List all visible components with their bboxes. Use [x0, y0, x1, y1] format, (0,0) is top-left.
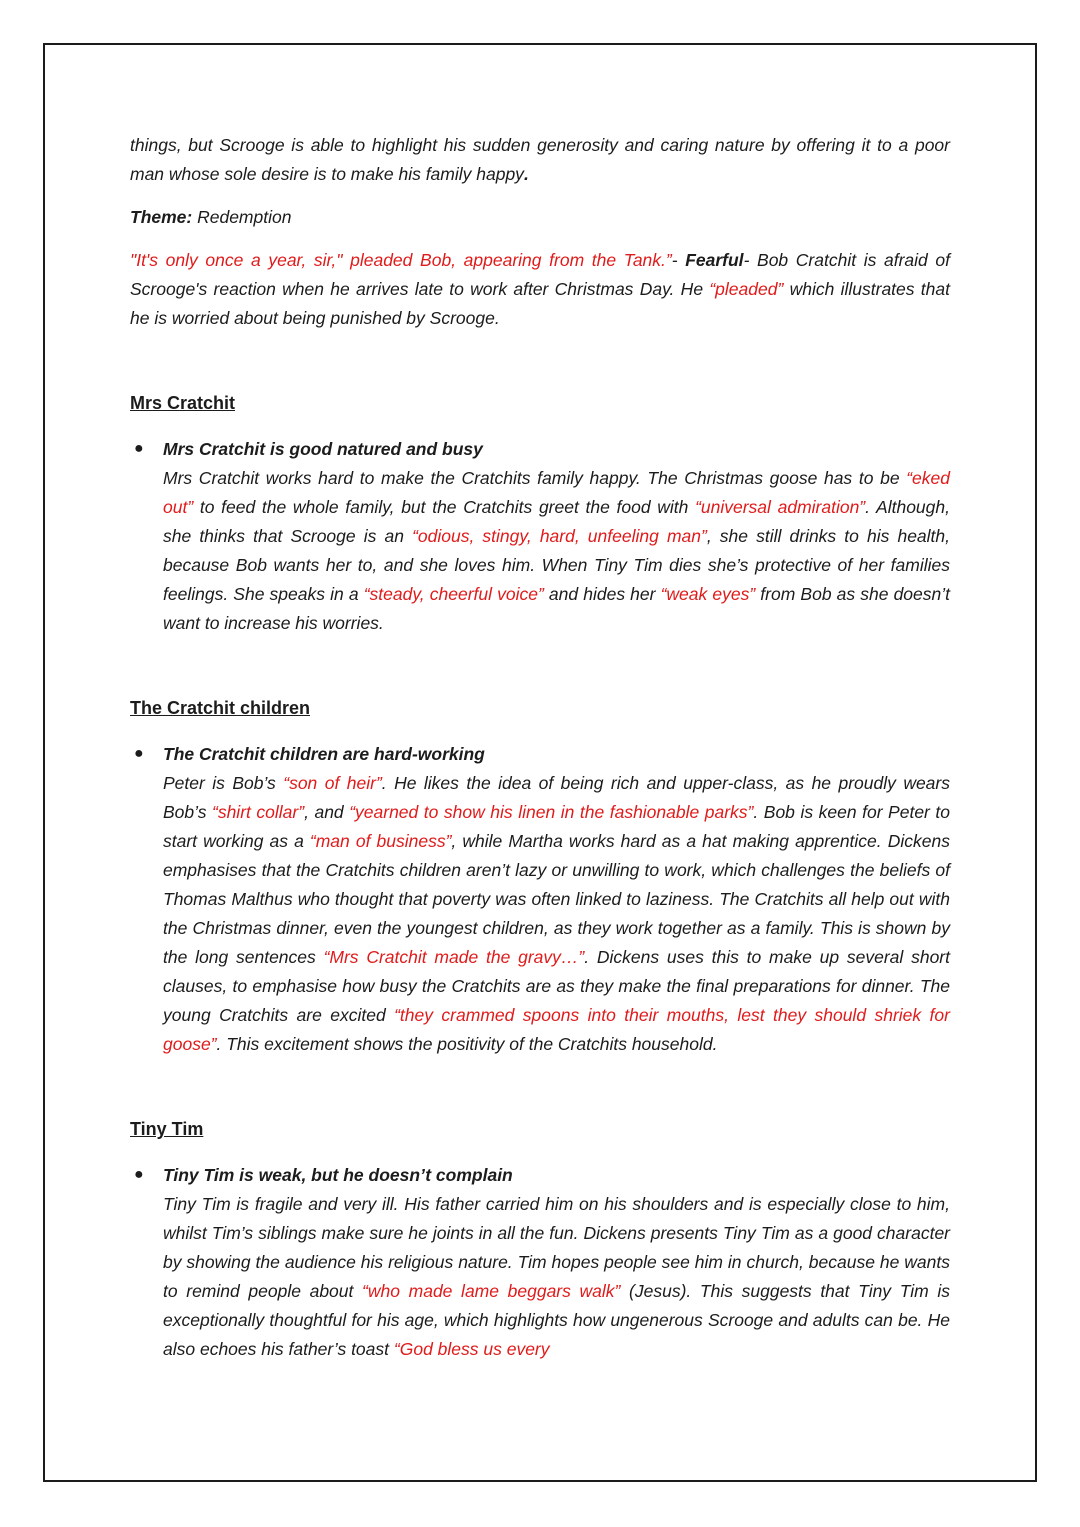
bullet-title: The Cratchit children are hard-working — [163, 744, 485, 764]
bullet-icon: ● — [134, 745, 144, 762]
text-segment: - Bob Cratchit is afraid of Scrooge's reaction when he arrives late to work after Christmas Day. He — [130, 250, 950, 299]
section-heading: Mrs Cratchit — [130, 393, 236, 413]
text-segment: - — [671, 250, 686, 270]
theme-line — [130, 203, 950, 232]
section-heading: The Cratchit children — [130, 698, 311, 718]
text-segment: . — [523, 164, 529, 184]
text-segment: “God bless us every — [393, 1339, 550, 1359]
text-segment: . Bob is keen for Peter to start working as a — [163, 802, 950, 851]
bullet-item — [130, 435, 950, 638]
text-segment: Mrs Cratchit works hard to make the Cratchits family happy. The Christmas goose has to be — [163, 468, 907, 488]
bullet-title: Mrs Cratchit is good natured and busy — [163, 439, 483, 459]
text-segment: “eked out” — [163, 468, 950, 517]
text-segment: “son of heir” — [283, 773, 382, 793]
text-segment: “weak eyes” — [660, 584, 756, 604]
text-segment: “Mrs Cratchit made the gravy…” — [323, 947, 585, 967]
section-mrs-cratchit — [130, 389, 950, 638]
text-segment: . Although, she thinks that Scrooge is an — [163, 497, 950, 546]
text-segment: Tiny Tim is fragile and very ill. His father carried him on his shoulders and is especially close to him, whilst Tim’s siblings make sure he joints in all the fun. Dickens presents Tiny Tim as a good character by showing the audience his religious nature. Tim hopes people see him in church, because he wants to remind people about — [163, 1194, 950, 1301]
text-segment: (Jesus). This suggests that Tiny Tim is exceptionally thoughtful for his age, which highlights how ungenerous Scrooge and adults can be. He also echoes his father’s toast — [163, 1281, 951, 1359]
text-segment: to feed the whole family, but the Cratchits greet the food with — [193, 497, 696, 517]
bullet-body — [163, 769, 950, 1059]
text-segment: . This excitement shows the positivity of the Cratchits household. — [216, 1034, 718, 1054]
text-segment: “man of business” — [309, 831, 452, 851]
bullet-body — [163, 1190, 950, 1364]
section-cratchit-children — [130, 694, 950, 1059]
document-content — [130, 131, 950, 1364]
text-segment: things, but Scrooge is able to highlight his sudden generosity and caring nature by offering it to a poor man whose sole desire is to make his family happy — [130, 135, 950, 184]
text-segment: from Bob as she doesn’t want to increase his worries. — [163, 584, 951, 633]
intro-paragraph — [130, 131, 950, 189]
text-segment: “shirt collar” — [212, 802, 305, 822]
text-segment: . Dickens uses this to make up several short clauses, to emphasise how busy the Cratchits are as they make the final preparations for dinner. The young Cratchits are excited — [163, 947, 950, 1025]
text-segment: , and — [304, 802, 350, 822]
text-segment: “they crammed spoons into their mouths, lest they should shriek for goose” — [163, 1005, 950, 1054]
bullet-item — [130, 1161, 950, 1364]
text-segment: “universal admiration” — [695, 497, 866, 517]
text-segment: and hides her — [543, 584, 661, 604]
bullet-icon: ● — [134, 440, 144, 457]
text-segment: , while Martha works hard as a hat making apprentice. Dickens emphasises that the Cratchits children aren’t lazy or unwilling to work, which challenges the beliefs of Thomas Malthus who thought that poverty was often linked to laziness. The Cratchits all help out with the Christmas dinner, even the youngest children, as they work together as a family. This is shown by the long sentences — [163, 831, 950, 967]
bullet-title: Tiny Tim is weak, but he doesn’t complain — [163, 1165, 513, 1185]
text-segment: . He likes the idea of being rich and upper-class, as he proudly wears Bob’s — [163, 773, 950, 822]
text-segment: Peter is Bob’s — [163, 773, 284, 793]
text-segment: “odious, stingy, hard, unfeeling man” — [412, 526, 707, 546]
bullet-item — [130, 740, 950, 1059]
bullet-body — [163, 464, 950, 638]
section-tiny-tim — [130, 1115, 950, 1364]
text-segment: “yearned to show his linen in the fashionable parks” — [349, 802, 754, 822]
section-heading: Tiny Tim — [130, 1119, 204, 1139]
text-segment: “pleaded” — [709, 279, 784, 299]
text-segment: , she still drinks to his health, because Bob wants her to, and she loves him. When Tiny Tim dies she’s protective of her families feelings. She speaks in a — [163, 526, 951, 604]
quote-analysis-paragraph — [130, 246, 950, 333]
text-segment: “who made lame beggars walk” — [362, 1281, 621, 1301]
bullet-icon: ● — [134, 1166, 144, 1183]
text-segment: which illustrates that he is worried about being punished by Scrooge. — [130, 279, 950, 328]
text-segment: “steady, cheerful voice” — [363, 584, 544, 604]
text-segment: Fearful — [685, 250, 744, 270]
text-segment: Theme: — [130, 207, 193, 227]
text-segment: Redemption — [192, 207, 292, 227]
text-segment: "It's only once a year, sir," pleaded Bob, appearing from the Tank.” — [130, 250, 672, 270]
